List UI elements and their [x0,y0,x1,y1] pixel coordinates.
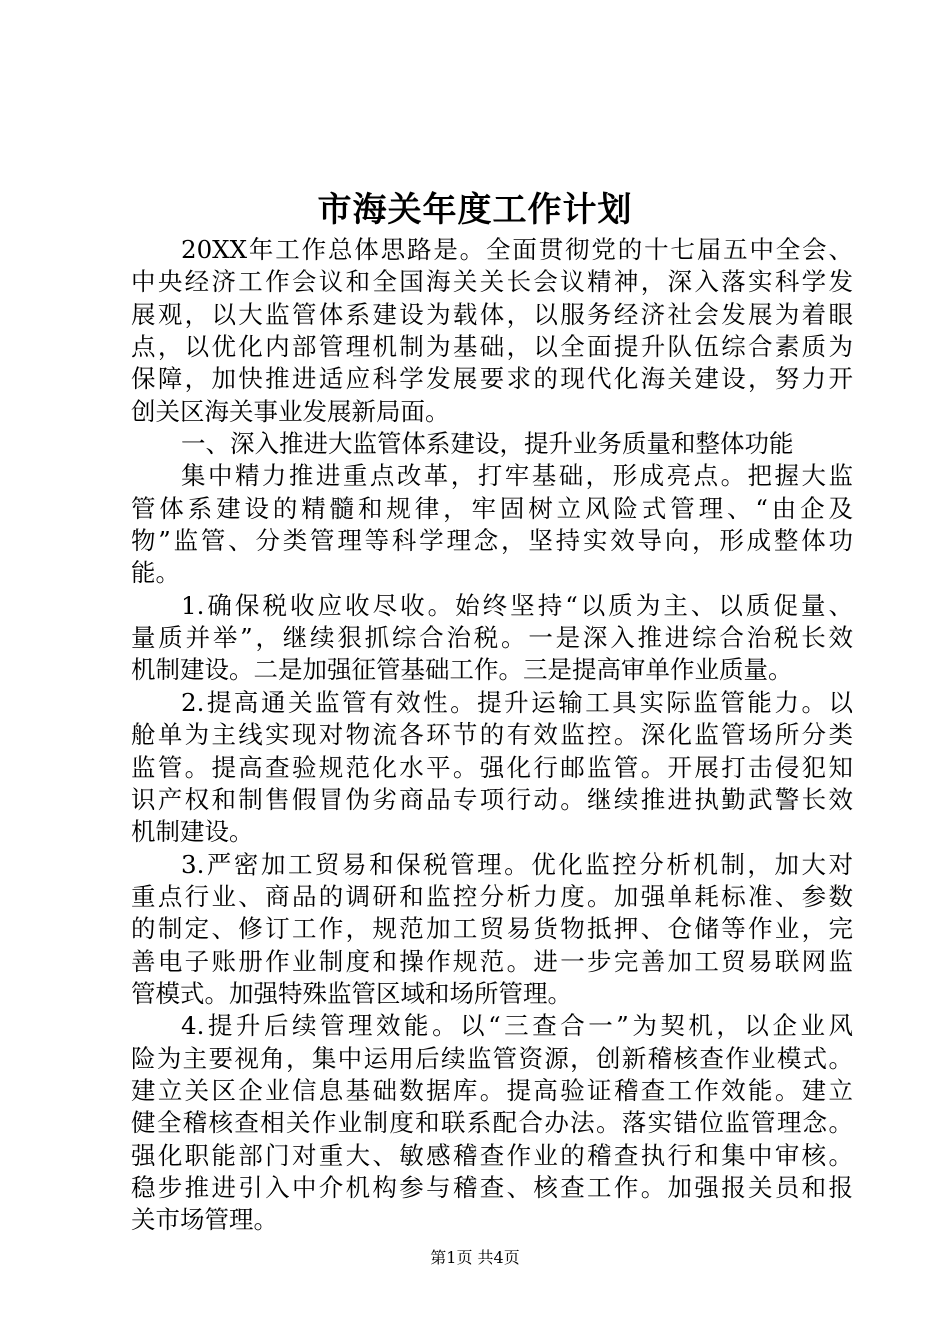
body-text-line: 关市场管理。 [131,1205,278,1235]
body-text-line: 展观，以大监管体系建设为载体，以服务经济社会发展为着眼 [131,299,853,329]
body-text-line: 创关区海关事业发展新局面。 [131,396,450,426]
body-text-line: 险为主要视角，集中运用后续监管资源，创新稽核查作业模式。 [131,1043,853,1073]
body-text-line: 舱单为主线实现对物流各环节的有效监控。深化监管场所分类 [131,720,853,750]
body-text-line: 机制建设。二是加强征管基础工作。三是提高审单作业质量。 [131,655,793,685]
body-text-line: 建立关区企业信息基础数据库。提高验证稽查工作效能。建立 [131,1075,853,1105]
body-text-line: 识产权和制售假冒伪劣商品专项行动。继续推进执勤武警长效 [131,784,853,814]
body-text-line: 中央经济工作会议和全国海关关长会议精神，深入落实科学发 [131,267,853,297]
body-text-line: 点，以优化内部管理机制为基础，以全面提升队伍综合素质为 [131,332,853,362]
body-text-line: 强化职能部门对重大、敏感稽查作业的稽查执行和集中审核。 [131,1140,853,1170]
body-text-line: 一、深入推进大监管体系建设，提升业务质量和整体功能 [181,429,794,459]
page-title: 市海关年度工作计划 [317,190,633,230]
body-text-line: 集中精力推进重点改革，打牢基础，形成亮点。把握大监 [181,461,853,491]
body-text-line: 物”监管、分类管理等科学理念，坚持实效导向，形成整体功 [131,526,853,556]
document-body [131,234,853,1237]
body-text-line: 管模式。加强特殊监管区域和场所管理。 [131,978,572,1008]
body-text-line: 的制定、修订工作，规范加工贸易货物抵押、仓储等作业，完 [131,914,853,944]
body-text-line: 保障，加快推进适应科学发展要求的现代化海关建设，努力开 [131,364,853,394]
body-text-line: 3.严密加工贸易和保税管理。优化监控分析机制，加大对 [181,849,853,879]
body-text-line: 能。 [131,558,180,588]
body-text-line: 稳步推进引入中介机构参与稽查、核查工作。加强报关员和报 [131,1172,853,1202]
body-text-line: 机制建设。 [131,817,254,847]
body-text-line: 2.提高通关监管有效性。提升运输工具实际监管能力。以 [181,687,853,717]
body-text-line: 健全稽核查相关作业制度和联系配合办法。落实错位监管理念。 [131,1108,853,1138]
body-text-line: 4.提升后续管理效能。以“三查合一”为契机，以企业风 [181,1011,853,1041]
body-text-line: 善电子账册作业制度和操作规范。进一步完善加工贸易联网监 [131,946,853,976]
body-text-line: 重点行业、商品的调研和监控分析力度。加强单耗标准、参数 [131,881,853,911]
body-text-line: 20XX年工作总体思路是。全面贯彻党的十七届五中全会、 [181,235,853,264]
body-text-line: 1.确保税收应收尽收。始终坚持“以质为主、以质促量、 [181,590,853,620]
body-text-line: 监管。提高查验规范化水平。强化行邮监管。开展打击侵犯知 [131,752,853,782]
page-footer: 第1页 共4页 [430,1248,520,1267]
body-text-line: 管体系建设的精髓和规律，牢固树立风险式管理、“由企及 [131,493,853,523]
body-text-line: 量质并举”，继续狠抓综合治税。一是深入推进综合治税长效 [131,623,853,653]
